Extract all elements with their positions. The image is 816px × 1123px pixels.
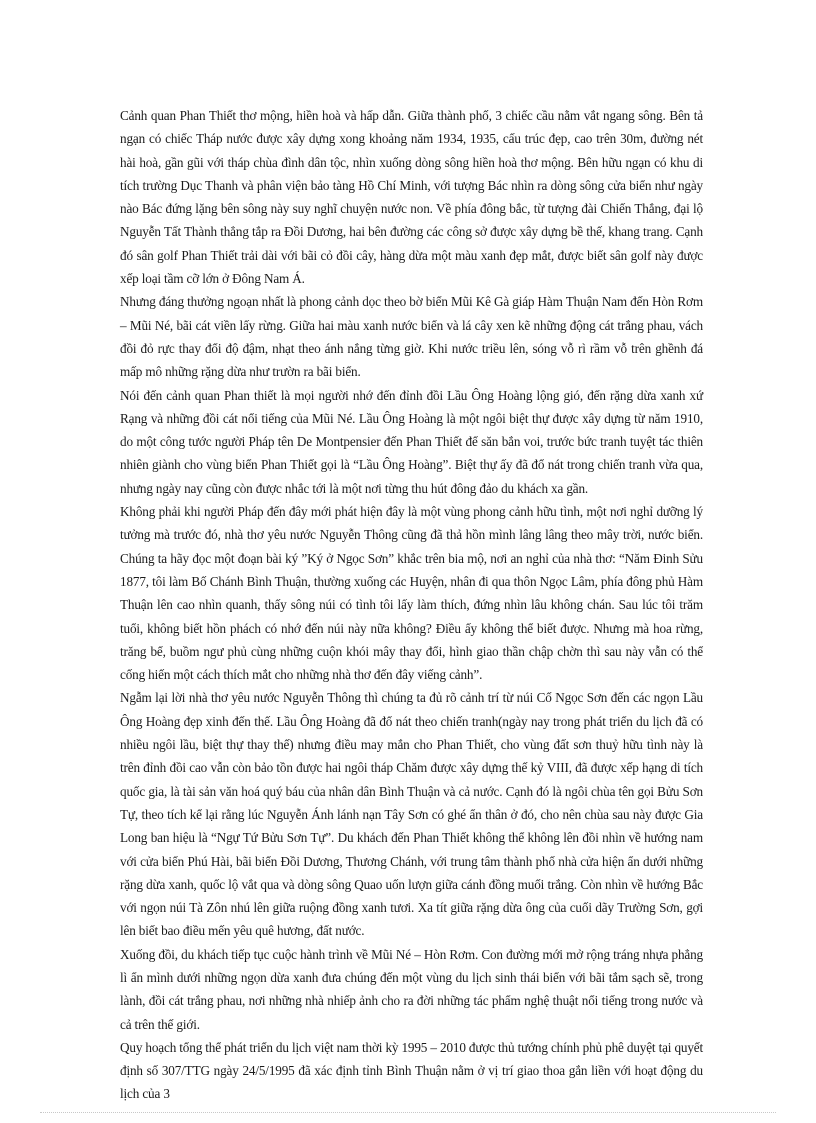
document-body (120, 104, 703, 1106)
paragraph-2: Nhưng đáng thưởng ngoạn nhất là phong cảnh dọc theo bờ biển Mũi Kê Gà giáp Hàm Thuận Nam đến Hòn Rơm – Mũi Né, bãi cát viền lấy rừng. Giữa hai màu xanh nước biển và lá cây xen kẽ những động cát trắng phau, vách đồi đỏ rực thay đổi độ đậm, nhạt theo ánh nắng từng giờ. Khi nước triều lên, sóng vỗ rì rầm vỗ trên ghềnh đá mấp mô những rặng dừa như trườn ra bãi biển. (120, 294, 703, 380)
paragraph-1: Cảnh quan Phan Thiết thơ mộng, hiền hoà và hấp dẫn. Giữa thành phố, 3 chiếc cầu nằm vắt ngang sông. Bên tả ngạn có chiếc Tháp nước được xây dựng xong khoảng năm 1934, 1935, cấu trúc đẹp, cao trên 30m, đường nét hài hoà, gần gũi với tháp chùa đình dân tộc, nhìn xuống dòng sông hiền hoà thơ mộng. Bên hữu ngạn có khu di tích trường Dục Thanh và phân viện bảo tàng Hồ Chí Minh, với tượng Bác nhìn ra dòng sông cửa biển như ngày nào Bác đứng lặng bên sông này suy nghĩ chuyện nước non. Về phía đông bắc, từ tượng đài Chiến Thắng, đại lộ Nguyễn Tất Thành thẳng tắp ra Đồi Dương, hai bên đường các công sở được xây dựng bề thế, khang trang. Cạnh đó sân golf Phan Thiết trải dài với bãi cỏ đồi cây, hàng dừa một màu xanh đẹp mắt, được biết sân golf này được xếp loại tầm cỡ lớn ở Đông Nam Á. (120, 108, 703, 287)
paragraph-5: Ngẫm lại lời nhà thơ yêu nước Nguyễn Thông thì chúng ta đủ rõ cảnh trí từ núi Cố Ngọc Sơn đến các ngọn Lầu Ông Hoàng đẹp xinh đến thế. Lầu Ông Hoàng đã đổ nát theo chiến tranh(ngày nay trong phát triển du lịch đã có nhiều ngôi lầu, biệt thự thay thế) nhưng điều may mắn cho Phan Thiết, cho vùng đất sơn thuỷ hữu tình này là trên đỉnh đồi cao vẫn còn bảo tồn được hai ngôi tháp Chăm được xây dựng thế kỷ VIII, đã được xếp hạng di tích quốc gia, là tài sản văn hoá quý báu của nhân dân Bình Thuận và cả nước. Cạnh đó là ngôi chùa tên gọi Bửu Sơn Tự, theo tích kể lại rằng lúc Nguyễn Ánh lánh nạn Tây Sơn có ghé ẩn thân ở đó, cho nên chùa sau này được Gia Long ban hiệu là “Ngự Tứ Bửu Sơn Tự”. Du khách đến Phan Thiết không thể không lên đồi nhìn về hướng nam với cửa biển Phú Hài, bãi biển Đồi Dương, Thương Chánh, với trung tâm thành phố nhà cửa hiện ẩn dưới những rặng dừa xanh, quốc lộ vắt qua và dòng sông Quao uốn lượn giữa cánh đồng muối trắng. Còn nhìn về hướng Bắc với ngọn núi Tà Zôn nhú lên giữa ruộng đồng xanh tươi. Xa tít giữa rặng dừa ông của cuối dãy Trường Sơn, gợi lên biết bao điều mến yêu quê hương, đất nước. (120, 690, 703, 939)
paragraph-3: Nói đến cảnh quan Phan thiết là mọi người nhớ đến đỉnh đồi Lầu Ông Hoàng lộng gió, đến rặng dừa xanh xứ Rạng và những đồi cát nổi tiếng của Mũi Né. Lầu Ông Hoàng là một ngôi biệt thự được xây dựng từ năm 1910, do một công tước người Pháp tên De Montpensier đến Phan Thiết để săn bắn voi, trước bức tranh tuyệt tác thiên nhiên giành cho vùng biển Phan Thiết gọi là “Lầu Ông Hoàng”. Biệt thự ấy đã đổ nát trong chiến tranh vừa qua, nhưng ngày nay cũng còn được nhắc tới là một nơi từng thu hút đông đảo du khách xa gần. (120, 387, 703, 496)
paragraph-6: Xuống đồi, du khách tiếp tục cuộc hành trình về Mũi Né – Hòn Rơm. Con đường mới mở rộng tráng nhựa phẳng lì ẩn mình dưới những ngọn dừa xanh đưa chúng đến một vùng du lịch sinh thái biển với bãi tắm sạch sẽ, trong lành, đồi cát trắng phau, nơi những nhà nhiếp ảnh cho ra đời những tác phẩm nghệ thuật nổi tiếng trong nước và cả trên thế giới. (120, 946, 703, 1032)
page-bottom-rule (40, 1112, 776, 1113)
paragraph-7: Quy hoạch tổng thể phát triển du lịch việt nam thời kỳ 1995 – 2010 được thủ tướng chính phủ phê duyệt tại quyết định số 307/TTG ngày 24/5/1995 đã xác định tỉnh Bình Thuận nằm ở vị trí giao thoa gắn liền với hoạt động du lịch của 3 (120, 1039, 703, 1102)
paragraph-4: Không phải khi người Pháp đến đây mới phát hiện đây là một vùng phong cảnh hữu tình, một nơi nghỉ dưỡng lý tưởng mà trước đó, nhà thơ yêu nước Nguyễn Thông cũng đã thả hồn mình lâng lâng theo mây trời, nước biển. Chúng ta hãy đọc một đoạn bài ký ”Ký ở Ngọc Sơn” khắc trên bia mộ, nơi an nghỉ của nhà thơ: “Năm Đinh Sửu 1877, tôi làm Bố Chánh Bình Thuận, thường xuống các Huyện, nhân đi qua thôn Ngọc Lâm, phía đông phủ Hàm Thuận lên cao nhìn quanh, thấy sông núi có tình tôi lấy làm thích, đứng nhìn lâu không chán. Sau lúc tôi trăm tuổi, không biết hồn phách có nhớ đến núi này nữa không? Điều ấy không thể biết được. Nhưng mà hoa rừng, trăng bể, buồm ngư phủ cùng những cuộn khói mây thay đổi, hình giao thần chập chờn thì sau này vẫn có thể cống hiến một cách thích mắt cho những nhà thơ đến đây viếng cảnh”. (120, 504, 703, 683)
